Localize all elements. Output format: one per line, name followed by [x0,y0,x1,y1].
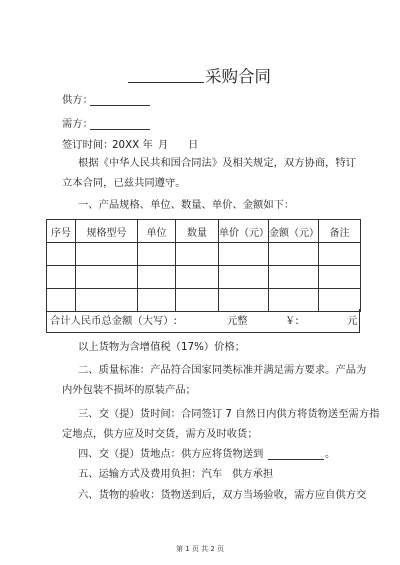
table-cell[interactable] [138,243,176,266]
table-cell[interactable] [76,243,138,266]
header-model: 规格型号 [76,220,138,243]
table-cell[interactable] [47,243,76,266]
table-total-row [46,309,360,333]
sign-date-day: 日 [188,139,199,151]
header-remark: 备注 [319,220,361,243]
clause-5-extra: 供方承担 [232,468,274,480]
buyer-field-line[interactable] [90,129,150,130]
table-cell[interactable] [319,243,361,266]
sign-date-label: 签订时间： [62,139,114,151]
header-index: 序号 [47,220,76,243]
clause-3-line-1: 三、交（提）货时间：合同签订 7 自然日内供方将货物送至需方指 [78,408,380,420]
buyer-label: 需方： [62,118,93,130]
clause-1-heading: 一、产品规格、单位、数量、单价、金额如下： [78,199,295,211]
table-cell[interactable] [47,266,76,289]
total-end-label: 元 [347,315,358,327]
clause-2-line-2: 内外包装不损坏的原装产品； [62,384,196,396]
table-cell[interactable] [176,243,219,266]
supplier-field-line[interactable] [90,105,150,106]
table-cell[interactable] [219,266,269,289]
intro-line-1: 根据《中华人民共和国合同法》及相关规定，双方协商，特订 [78,157,357,169]
table-cell[interactable] [219,243,269,266]
total-currency-symbol: ￥: [285,315,299,327]
document-title: 采购合同 [205,67,271,86]
clause-2-line-1: 二、质量标准：产品符合国家同类标准并满足需方要求。产品为 [78,364,367,376]
table-header-row [47,220,361,243]
title-blank-line [128,82,204,83]
clause-5-text: 五、运输方式及费用负担：汽车 [78,468,223,480]
table-cell[interactable] [269,243,319,266]
table-cell[interactable] [76,266,138,289]
clause-4-end: 。 [325,448,336,460]
table-row [47,266,361,289]
clause-6-line-1: 六、货物的验收：货物送到后，双方当场验收，需方应自供方交 [78,489,367,501]
table-cell[interactable] [138,266,176,289]
table-cell[interactable] [319,266,361,289]
price-note: 以上货物为含增值税（17%）价格； [78,341,246,353]
total-yuan-label: 元整 [227,315,248,327]
product-table [46,219,361,312]
table-cell[interactable] [269,266,319,289]
delivery-location-line[interactable] [268,459,324,460]
header-amount: 金额（元） [269,220,319,243]
header-unit-price: 单价（元） [219,220,269,243]
table-cell[interactable] [176,266,219,289]
sign-date-month: 月 [158,139,169,151]
total-label: 合计人民币总金额（大写）: [50,315,178,327]
clause-4-text: 四、交（提）货地点：供方应将货物送到 [78,448,264,460]
intro-line-2: 立本合同，已兹共同遵守。 [62,177,186,189]
clause-3-line-2: 定地点，供方应及时交货，需方及时收货； [62,428,258,440]
table-row [47,243,361,266]
header-unit: 单位 [138,220,176,243]
header-quantity: 数量 [176,220,219,243]
page-footer: 第 1 页 共 2 页 [175,545,225,553]
supplier-label: 供方： [62,94,93,106]
sign-date-year: 20XX 年 [112,139,153,151]
